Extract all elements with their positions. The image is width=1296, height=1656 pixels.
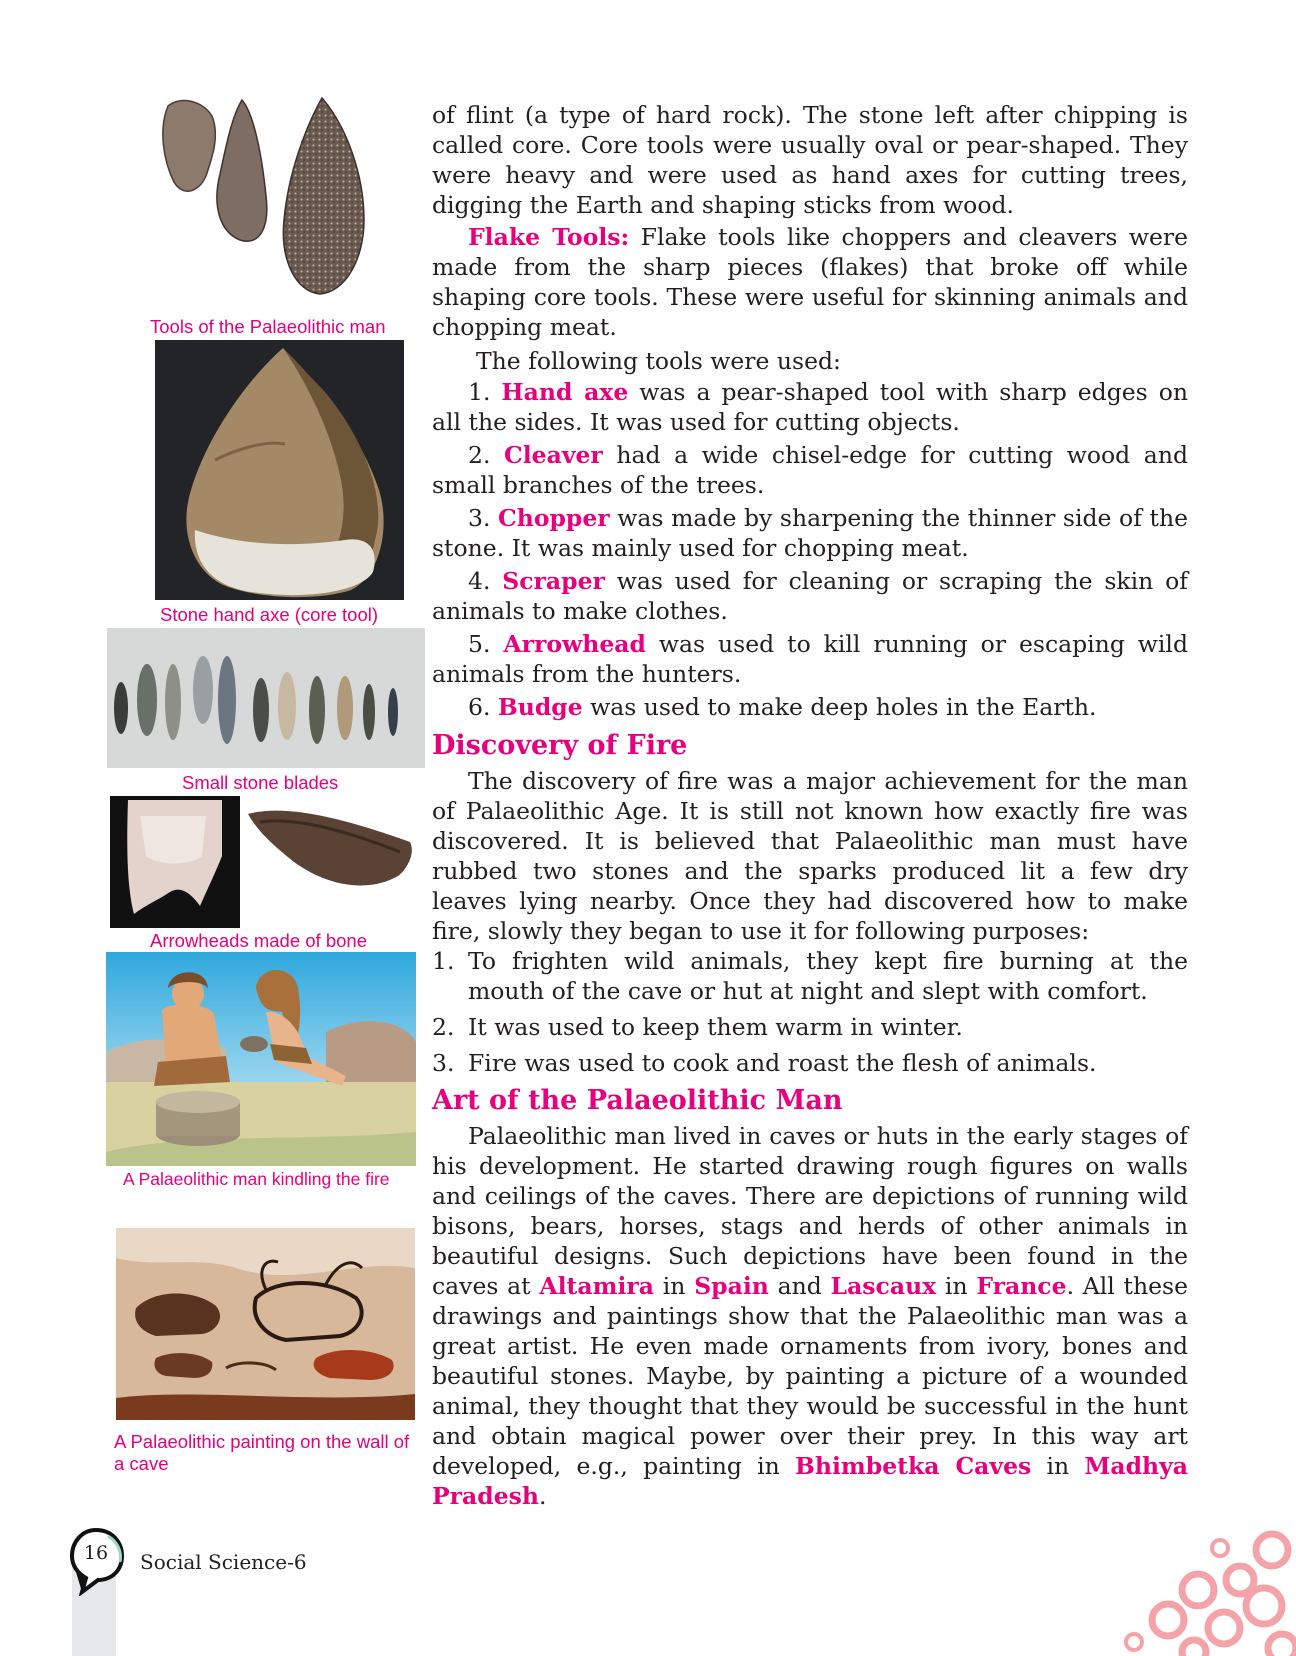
term-chopper: Chopper [498, 504, 610, 532]
term-bhimbetka-caves: Bhimbetka Caves [795, 1452, 1032, 1480]
fire-use-number: 2. [432, 1013, 455, 1041]
connector-and: and [768, 1272, 831, 1300]
fire-use-number: 3. [432, 1049, 455, 1077]
flake-tools-text: Flake tools like choppers and cleavers were made from the sharp pieces (flakes) that broke off while shaping core tools. These were useful for skinning animals and chopping meat. [432, 223, 1189, 341]
term-arrowhead: Arrowhead [503, 630, 646, 658]
figure-palaeolithic-tools [150, 96, 400, 316]
term-france: France [976, 1272, 1067, 1300]
tool-number: 6. [468, 693, 491, 721]
tool-description: was a pear-shaped tool with sharp edges on all the sides. It was used for cutting objects. [432, 378, 1188, 436]
paragraph-discovery-of-fire: The discovery of fire was a major achievement for the man of Palaeolithic Age. It is still not known how exactly fire was discovered. It is believed that Palaeolithic man must have rubbed two stones and the sparks produced lit a few dry leaves lying nearby. Once they had discovered how to make fire, slowly they began to use it for following purposes: [432, 767, 1188, 945]
heading-discovery-of-fire: Discovery of Fire [432, 730, 688, 761]
connector-in: in [936, 1272, 977, 1300]
caption-small-stone-blades: Small stone blades [182, 772, 339, 793]
caption-stone-hand-axe: Stone hand axe (core tool) [160, 604, 379, 625]
tool-item-hand-axe [432, 377, 1188, 437]
tool-item-arrowhead [432, 629, 1188, 689]
term-lascaux: Lascaux [830, 1272, 937, 1300]
tool-description: was used to kill running or escaping wild animals from the hunters. [432, 630, 1188, 688]
tool-item-scraper [432, 566, 1188, 626]
figure-man-kindling-fire [106, 952, 416, 1166]
term-spain: Spain [694, 1272, 769, 1300]
fire-use-number: 1. [432, 947, 455, 975]
caption-cave-painting: A Palaeolithic painting on the wall of a cave [114, 1431, 410, 1474]
tool-description: was made by sharpening the thinner side of the stone. It was mainly used for chopping meat. [432, 504, 1188, 562]
caption-man-kindling-fire: A Palaeolithic man kindling the fire [123, 1169, 390, 1189]
decorative-circles [1124, 1520, 1296, 1656]
heading-art-of-palaeolithic-man: Art of the Palaeolithic Man [432, 1085, 843, 1116]
figure-bone-arrowheads [110, 796, 420, 928]
paragraph-flake-tools [432, 222, 1188, 342]
caption-bone-arrowheads: Arrowheads made of bone [150, 930, 367, 951]
tool-number: 3. [468, 504, 491, 532]
figure-cave-painting [116, 1228, 415, 1420]
tool-description: had a wide chisel-edge for cutting wood and small branches of the trees. [432, 441, 1188, 499]
tool-description: was used for cleaning or scraping the skin of animals to make clothes. [432, 567, 1188, 625]
page-number-badge [72, 1532, 118, 1578]
paragraph-art [432, 1121, 1188, 1511]
art-text-end: . [538, 1482, 547, 1510]
fire-use-item [432, 1012, 1188, 1042]
tool-description: was used to make deep holes in the Earth. [582, 693, 1097, 721]
paragraph-tools-intro: The following tools were used: [476, 347, 841, 375]
term-altamira: Altamira [539, 1272, 655, 1300]
footer-book-title: Social Science-6 [140, 1550, 307, 1574]
tool-item-budge [432, 692, 1188, 722]
connector-in: in [1031, 1452, 1085, 1480]
paragraph-core-tools: of flint (a type of hard rock). The stone left after chipping is called core. Core tools were usually oval or pear-shaped. They were heavy and were used as hand axes for cutting trees, digging the Earth and shaping sticks from wood. [432, 101, 1188, 219]
connector-in: in [654, 1272, 695, 1300]
term-flake-tools: Flake Tools: [468, 223, 630, 251]
fire-use-text: To frighten wild animals, they kept fire burning at the mouth of the cave or hut at night and slept with comfort. [468, 947, 1188, 1005]
term-hand-axe: Hand axe [501, 378, 629, 406]
caption-palaeolithic-tools: Tools of the Palaeolithic man [150, 316, 386, 337]
term-budge: Budge [497, 693, 583, 721]
figure-stone-hand-axe [155, 340, 404, 600]
page-number: 16 [83, 1542, 109, 1564]
term-scraper: Scraper [502, 567, 605, 595]
tool-number: 1. [468, 378, 491, 406]
tool-number: 5. [468, 630, 491, 658]
fire-use-item [432, 946, 1188, 1006]
term-cleaver: Cleaver [504, 441, 603, 469]
tool-item-cleaver [432, 440, 1188, 500]
art-text-1: Palaeolithic man lived in caves or huts in the early stages of his development. He started drawing rough figures on walls and ceilings of the caves. There are depictions of running wild bisons, bears, horses, stags and herds of other animals in beautiful designs. Such depictions have been found in the caves at [432, 1122, 1188, 1300]
term-madhya-pradesh: Madhya Pradesh [432, 1452, 1189, 1510]
fire-use-text: Fire was used to cook and roast the flesh of animals. [468, 1049, 1097, 1077]
tool-item-chopper [432, 503, 1188, 563]
art-text-2: . All these drawings and paintings show that the Palaeolithic man was a great artist. He even made ornaments from ivory, bones and beautiful stones. Maybe, by painting a picture of a wounded animal, they thought that they would be successful in the hunt and obtain magical power over their prey. In this way art developed, e.g., painting in [432, 1272, 1188, 1480]
figure-small-stone-blades [107, 628, 425, 768]
fire-use-item [432, 1048, 1188, 1078]
fire-use-text: It was used to keep them warm in winter. [468, 1013, 963, 1041]
tool-number: 4. [468, 567, 491, 595]
tool-number: 2. [468, 441, 491, 469]
